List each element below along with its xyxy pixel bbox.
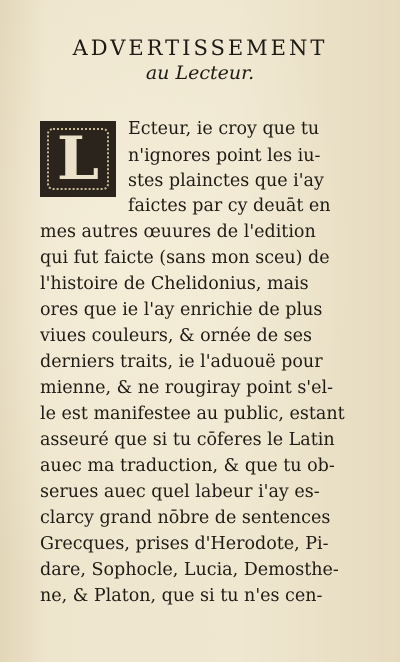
text-line: ores que ie l'ay enrichie de plus [40,300,323,320]
text-line: serues auec quel labeur i'ay es- [40,482,320,502]
text-line: n'ignores point les iu- [128,146,321,166]
text-line: stes plainctes que i'ay [128,171,324,191]
page-heading: ADVERTISSEMENT [72,36,328,60]
text-line: ne, & Platon, que si tu n'es cen- [40,586,323,606]
dropcap-letter: L [56,124,100,194]
text-line: mienne, & ne rougiray point s'el- [40,378,333,398]
text-line: auec ma traduction, & que tu ob- [40,456,335,476]
text-line: Ecteur, ie croy que tu [128,119,320,139]
text-line: le est manifestee au public, estant [40,404,345,424]
text-line: mes autres œuures de l'edition [40,222,316,242]
text-line: asseuré que si tu cōferes le Latin [40,430,335,450]
text-line: derniers traits, ie l'aduouë pour [40,352,323,372]
text-line: qui fut faicte (sans mon sceu) de [40,248,330,268]
page-subheading: au Lecteur. [145,62,255,84]
text-line: l'histoire de Chelidonius, mais [40,274,309,294]
text-line: faictes par cy deuāt en [128,196,331,216]
text-line: clarcy grand nōbre de sentences [40,508,331,528]
ornamental-dropcap [40,121,116,197]
text-line: viues couleurs, & ornée de ses [40,326,312,346]
text-line: Grecques, prises d'Herodote, Pi- [40,534,329,554]
text-line: dare, Sophocle, Lucia, Demosthe- [40,560,339,580]
